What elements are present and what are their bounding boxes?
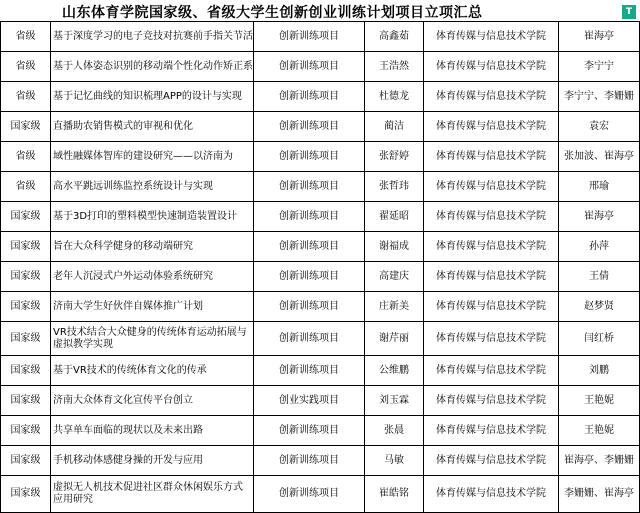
table-row (1, 232, 640, 262)
cell-leader: 张哲玮 (365, 172, 424, 202)
cell-project: 老年人沉浸式户外运动体验系统研究 (51, 262, 254, 292)
cell-project: 基于3D打印的塑料模型快速制造装置设计 (51, 202, 254, 232)
cell-leader: 谢福成 (365, 232, 424, 262)
cell-college: 体育传媒与信息技术学院 (424, 416, 559, 446)
cell-project-type: 创新训练项目 (254, 476, 365, 513)
cell-leader: 庄新美 (365, 292, 424, 322)
table-row (1, 202, 640, 232)
cell-project-type: 创新训练项目 (254, 202, 365, 232)
translate-badge-icon[interactable]: T (622, 5, 636, 19)
cell-college: 体育传媒与信息技术学院 (424, 356, 559, 386)
cell-project-type: 创新训练项目 (254, 52, 365, 82)
table-row (1, 292, 640, 322)
cell-leader: 翟延昭 (365, 202, 424, 232)
table-row (1, 82, 640, 112)
cell-college: 体育传媒与信息技术学院 (424, 82, 559, 112)
cell-project: 济南大众体育文化宣传平台创立 (51, 386, 254, 416)
cell-leader: 高鑫茹 (365, 22, 424, 52)
table-row (1, 52, 640, 82)
cell-leader: 公维鹏 (365, 356, 424, 386)
cell-project-type: 创新训练项目 (254, 416, 365, 446)
cell-level: 国家级 (1, 356, 51, 386)
cell-advisor: 李姗姗、崔海亭 (559, 476, 640, 513)
cell-level: 国家级 (1, 232, 51, 262)
cell-leader: 崔皓铭 (365, 476, 424, 513)
cell-leader: 张舒婷 (365, 142, 424, 172)
cell-advisor: 闫红桥 (559, 322, 640, 356)
cell-leader: 王浩然 (365, 52, 424, 82)
document-header (0, 0, 640, 20)
cell-project-type: 创新训练项目 (254, 322, 365, 356)
cell-college: 体育传媒与信息技术学院 (424, 292, 559, 322)
cell-leader: 马敏 (365, 446, 424, 476)
cell-advisor: 崔海亭 (559, 202, 640, 232)
cell-project: 旨在大众科学健身的移动端研究 (51, 232, 254, 262)
cell-project: 基于人体姿态识别的移动端个性化动作矫正系 (51, 52, 254, 82)
cell-leader: 高建庆 (365, 262, 424, 292)
cell-project-type: 创新训练项目 (254, 262, 365, 292)
cell-level: 国家级 (1, 416, 51, 446)
cell-level: 国家级 (1, 322, 51, 356)
table-row (1, 356, 640, 386)
table-row (1, 386, 640, 416)
table-row (1, 172, 640, 202)
cell-college: 体育传媒与信息技术学院 (424, 446, 559, 476)
cell-advisor: 袁宏 (559, 112, 640, 142)
cell-level: 省级 (1, 52, 51, 82)
cell-college: 体育传媒与信息技术学院 (424, 386, 559, 416)
table-row (1, 446, 640, 476)
cell-advisor: 李宁宁、李姗姗 (559, 82, 640, 112)
cell-level: 国家级 (1, 112, 51, 142)
cell-project-type: 创新训练项目 (254, 292, 365, 322)
table-body (1, 22, 640, 513)
table-row (1, 112, 640, 142)
cell-advisor: 王艳妮 (559, 386, 640, 416)
table-row (1, 22, 640, 52)
cell-advisor: 张加波、崔海亭 (559, 142, 640, 172)
table-row (1, 476, 640, 513)
cell-level: 国家级 (1, 476, 51, 513)
cell-level: 国家级 (1, 202, 51, 232)
cell-project: 基于深度学习的电子竞技对抗赛前手指关节活 (51, 22, 254, 52)
cell-level: 国家级 (1, 386, 51, 416)
cell-college: 体育传媒与信息技术学院 (424, 322, 559, 356)
cell-level: 省级 (1, 172, 51, 202)
cell-level: 省级 (1, 142, 51, 172)
cell-college: 体育传媒与信息技术学院 (424, 476, 559, 513)
cell-leader: 杜德龙 (365, 82, 424, 112)
cell-advisor: 刘鹏 (559, 356, 640, 386)
cell-advisor: 崔海亭、李姗姗 (559, 446, 640, 476)
cell-college: 体育传媒与信息技术学院 (424, 202, 559, 232)
table-row (1, 416, 640, 446)
cell-project: 共享单车面临的现状以及未来出路 (51, 416, 254, 446)
cell-level: 国家级 (1, 262, 51, 292)
project-table (0, 21, 640, 513)
table-row (1, 262, 640, 292)
cell-project-type: 创新训练项目 (254, 356, 365, 386)
cell-project: 济南大学生好伙伴自媒体推广计划 (51, 292, 254, 322)
cell-project-type: 创新训练项目 (254, 22, 365, 52)
cell-college: 体育传媒与信息技术学院 (424, 112, 559, 142)
cell-project-type: 创新训练项目 (254, 142, 365, 172)
cell-level: 省级 (1, 22, 51, 52)
cell-leader: 张晨 (365, 416, 424, 446)
table-row (1, 142, 640, 172)
cell-leader: 刘玉霖 (365, 386, 424, 416)
cell-advisor: 王倩 (559, 262, 640, 292)
cell-project-type: 创新训练项目 (254, 232, 365, 262)
cell-project-type: 创新训练项目 (254, 112, 365, 142)
cell-advisor: 李宁宁 (559, 52, 640, 82)
cell-college: 体育传媒与信息技术学院 (424, 262, 559, 292)
cell-advisor: 孙萍 (559, 232, 640, 262)
cell-level: 国家级 (1, 446, 51, 476)
cell-project: 基于VR技术的传统体育文化的传承 (51, 356, 254, 386)
cell-leader: 谢芹丽 (365, 322, 424, 356)
cell-leader: 蔺洁 (365, 112, 424, 142)
cell-advisor: 邢瑜 (559, 172, 640, 202)
cell-college: 体育传媒与信息技术学院 (424, 142, 559, 172)
cell-college: 体育传媒与信息技术学院 (424, 172, 559, 202)
cell-project: VR技术结合大众健身的传统体育运动拓展与虚拟教学实现 (51, 322, 254, 356)
cell-project: 虚拟无人机技术促进社区群众休闲娱乐方式应用研究 (51, 476, 254, 513)
cell-college: 体育传媒与信息技术学院 (424, 52, 559, 82)
cell-project-type: 创新训练项目 (254, 446, 365, 476)
cell-level: 国家级 (1, 292, 51, 322)
cell-project-type: 创新训练项目 (254, 172, 365, 202)
cell-project: 高水平跳远训练监控系统设计与实现 (51, 172, 254, 202)
cell-college: 体育传媒与信息技术学院 (424, 232, 559, 262)
cell-project: 直播助农销售模式的审视和优化 (51, 112, 254, 142)
cell-project: 手机移动体感健身操的开发与应用 (51, 446, 254, 476)
cell-project: 域性融媒体智库的建设研究——以济南为 (51, 142, 254, 172)
cell-college: 体育传媒与信息技术学院 (424, 22, 559, 52)
cell-project-type: 创新训练项目 (254, 82, 365, 112)
cell-advisor: 赵梦贤 (559, 292, 640, 322)
cell-project: 基于记忆曲线的知识梳理APP的设计与实现 (51, 82, 254, 112)
cell-advisor: 王艳妮 (559, 416, 640, 446)
page-title: 山东体育学院国家级、省级大学生创新创业训练计划项目立项汇总 (62, 5, 483, 21)
table-row (1, 322, 640, 356)
cell-level: 省级 (1, 82, 51, 112)
cell-advisor: 崔海亭 (559, 22, 640, 52)
cell-project-type: 创业实践项目 (254, 386, 365, 416)
